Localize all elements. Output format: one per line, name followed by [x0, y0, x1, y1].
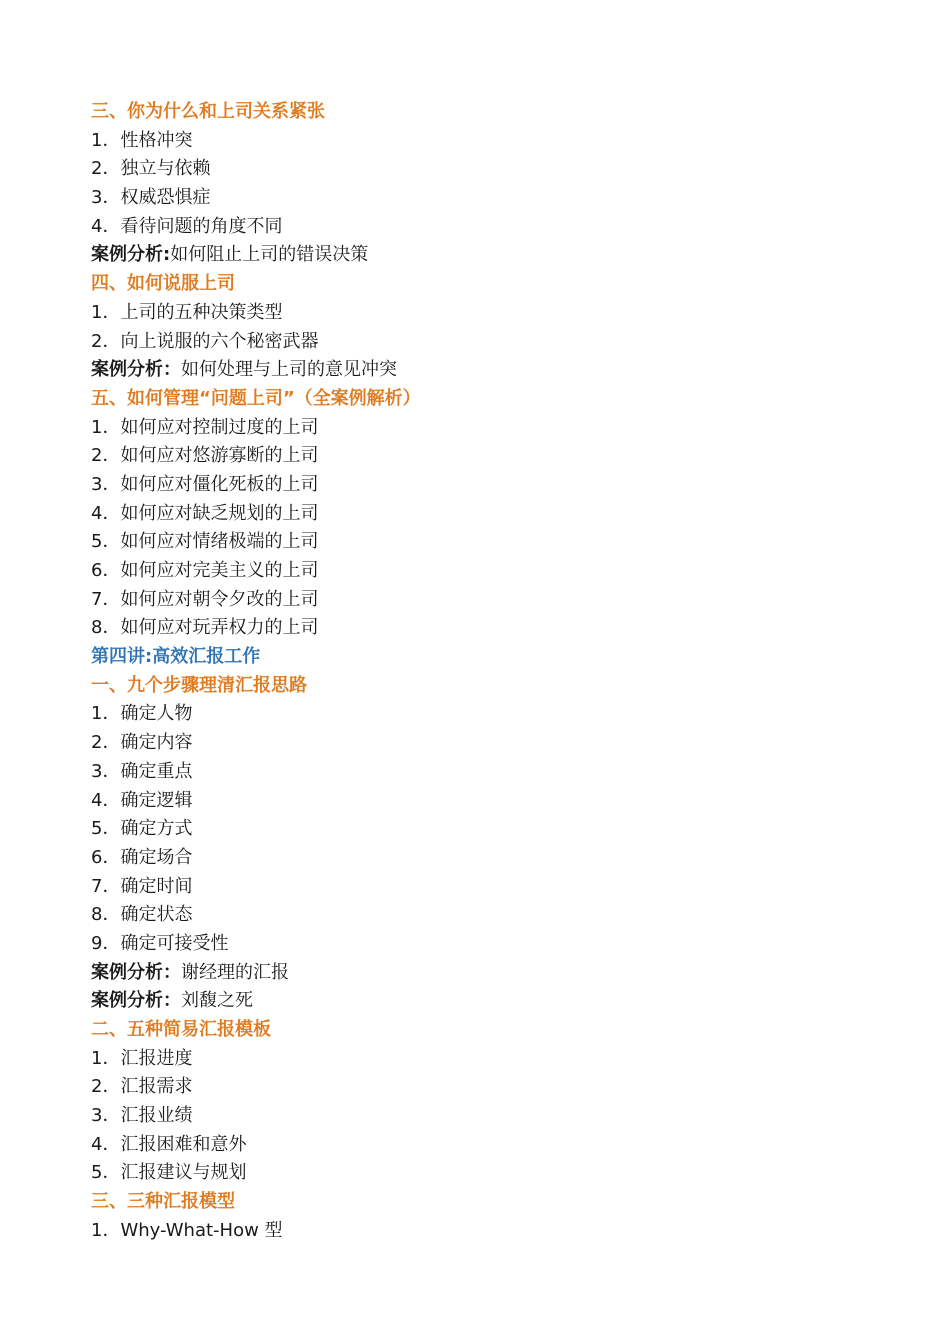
document-body — [91, 98, 891, 1246]
case-analysis-text: 刘馥之死 — [181, 990, 253, 1012]
case-analysis-label: 案例分析： — [91, 359, 181, 381]
list-item: 3．汇报业绩 — [91, 1105, 193, 1127]
section-heading: 一、九个步骤理清汇报思路 — [91, 674, 307, 696]
list-item: 4．如何应对缺乏规划的上司 — [91, 502, 319, 524]
case-analysis-label: 案例分析： — [91, 961, 181, 983]
list-item: 5．如何应对情绪极端的上司 — [91, 531, 319, 553]
case-analysis-line — [91, 959, 891, 988]
list-item: 3．确定重点 — [91, 760, 193, 782]
list-item: 7．确定时间 — [91, 875, 193, 897]
list-item: 1．汇报进度 — [91, 1047, 193, 1069]
list-item: 1．确定人物 — [91, 703, 193, 725]
list-item: 4．确定逻辑 — [91, 789, 193, 811]
section-heading: 三、你为什么和上司关系紧张 — [91, 101, 325, 122]
list-item: 3．如何应对僵化死板的上司 — [91, 473, 319, 495]
list-item: 1．Why-What-How 型 — [91, 1219, 283, 1241]
case-analysis-text: 如何阻止上司的错误决策 — [170, 244, 369, 266]
list-item: 1．上司的五种决策类型 — [91, 301, 283, 323]
list-item: 2．向上说服的六个秘密武器 — [91, 330, 319, 352]
list-item: 7．如何应对朝令夕改的上司 — [91, 588, 319, 610]
section-heading: 第四讲:高效汇报工作 — [91, 646, 261, 668]
section-heading: 五、如何管理“问题上司”（全案例解析） — [91, 387, 421, 409]
case-analysis-text: 如何处理与上司的意见冲突 — [181, 359, 397, 381]
list-item: 2．独立与依赖 — [91, 158, 211, 180]
list-item: 2．确定内容 — [91, 732, 193, 754]
section-heading: 三、三种汇报模型 — [91, 1191, 235, 1213]
section-heading: 二、五种简易汇报模板 — [91, 1019, 271, 1040]
case-analysis-label: 案例分析： — [91, 990, 181, 1012]
list-item: 1．如何应对控制过度的上司 — [91, 416, 319, 438]
list-item: 6．确定场合 — [91, 846, 193, 868]
case-analysis-line — [91, 356, 891, 385]
list-item: 4．看待问题的角度不同 — [91, 215, 283, 237]
list-item: 3．权威恐惧症 — [91, 187, 211, 209]
list-item: 5．确定方式 — [91, 818, 193, 840]
list-item: 2．如何应对悠游寡断的上司 — [91, 445, 319, 467]
list-item: 8．如何应对玩弄权力的上司 — [91, 617, 319, 639]
list-item: 1．性格冲突 — [91, 129, 193, 151]
case-analysis-line — [91, 241, 891, 270]
case-analysis-text: 谢经理的汇报 — [181, 961, 289, 983]
list-item: 6．如何应对完美主义的上司 — [91, 560, 319, 581]
list-item: 5．汇报建议与规划 — [91, 1162, 247, 1184]
list-item: 9．确定可接受性 — [91, 932, 229, 954]
list-item: 8．确定状态 — [91, 904, 193, 926]
list-item: 4．汇报困难和意外 — [91, 1133, 247, 1155]
case-analysis-label: 案例分析: — [91, 244, 171, 266]
case-analysis-line — [91, 987, 891, 1016]
section-heading: 四、如何说服上司 — [91, 273, 235, 295]
list-item: 2．汇报需求 — [91, 1076, 193, 1098]
